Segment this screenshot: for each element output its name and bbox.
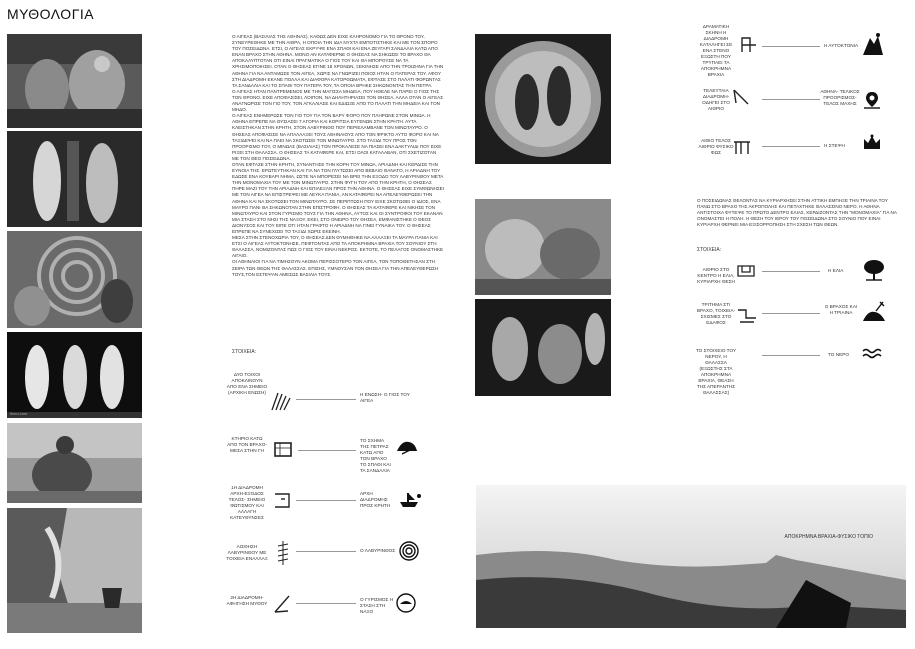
photo-vase-painting [7,332,142,418]
element-meaning: Η ΑΥΤΟΚΤΟΝΙΑ [824,43,859,48]
connector-line [762,313,820,314]
connector-line [296,399,356,400]
element-meaning: Ο ΛΑΒΥΡΙΝΘΟΣ [360,548,396,553]
element-meaning: ΤΟ ΣΧΗΜΑ ΤΗΣ ΠΕΤΡΑΣ ΚΑΤΩ ΑΠΟ ΤΟΝ ΒΡΑΧΟ ΤΟ ΣΠΑΘΙ ΚΑΙ ΤΑ ΣΑΝΔΑΛΙΑ [360,438,391,473]
right-elements-heading: ΣΤΟΙΧΕΙΑ: [697,247,722,253]
rock-trench-sketch [736,306,758,324]
element-meaning: Η ΕΛΙΑ [828,268,844,273]
element-meaning: Η ΣΤΕΨΗ [824,143,845,148]
water-waves-icon [862,348,882,360]
element-description: 1Η ΔΙΑΔΡΟΜΗ ΑΡΧΗ-ΕΞΟΔΟΣ ΤΕΛΟΣ- ΣΗΜΕΙΟ ΦΩΤΙΣΜΟΥ ΚΑΙ ΑΛΛΑΓΗ ΚΑΤΕΥΘΥΝΣΕΣ [228,485,266,520]
element-description: 2Η ΔΙΑΔΡΟΜΗ- ΑΦΗΓΗΣΗ ΜΥΘΟΥ [226,595,268,606]
story-paragraph: Ο ΑΙΓΕΑΣ ΕΝΗΜΕΡΩΣΕ ΤΟΝ ΓΙΟ ΤΟΥ ΓΙΑ ΤΟΝ ΒΑΡΥ ΦΟΡΟ ΠΟΥ ΠΛΗΡΩΝΕ ΣΤΟΝ ΜΙΝΩΑ. Η ΑΘΗΝΑ ΕΠΡΕΠΕ ΝΑ ΘΥΣΙΑΣΕΙ 7 ΑΓΟΡΙΑ ΚΑΙ ΚΟΡΙΤΣΙΑ ΕΥΓΕΝΩΝ ΣΤΗΝ ΚΡΗΤΗ. ΑΥΤΑ ΚΛΕΙΣΤΗΚΑΝ ΣΤΗΝ ΚΡΗΤΗ, ΣΤΟΝ ΛΑΒΥΡΙΝΘΟ ΠΟΥ ΠΕΡΙΕΛΑΜΒΑΝΕ ΤΟΝ ΜΙΝΩΤΑΥΡΟ. Ο ΘΗΣΕΑΣ ΑΠΟΦΑΣΙΣΕ ΝΑ ΑΠΑΛΛΑΞΕΙ ΤΟΥΣ ΑΘΗΝΑΙΟΥΣ ΑΠΟ ΤΟΝ ΦΡΙΚΤΟ ΑΥΤΟ ΦΟΡΟ ΚΑΙ ΝΑ ΤΑΞΙΔΕΨΕΙ ΚΑΙ ΝΑ ΠΑΕΙ ΝΑ ΣΚΟΤΩΣΕΙ ΤΟΝ ΜΙΝΩΤΑΥΡΟ. ΣΤΟ ΤΑΞΙΔΙ ΤΟΥ ΠΡΟΣ ΤΟΝ ΠΡΟΟΡΙΣΜΟ ΤΟΥ, Ο ΜΙΝΩΑΣ (ΒΑΣΙΛΙΑΣ) ΤΟΝ ΠΡΟΚΑΛΕΣΕ ΝΑ ΠΙΑΣΕΙ ΕΝΑ ΔΑΚΤΥΛΙΔΙ ΠΟΥ ΕΙΧΕ ΡΙΞΕΙ ΣΤΗ ΘΑΛΑΣΣΑ. Ο ΘΗΣΕΑΣ ΤΑ ΚΑΤΑΦΕΡΕ ΚΑΙ, ΕΤΣΙ ΟΛΟΙ ΚΑΤΑΛΑΒΑΝ, ΟΤΙ ΣΧΕΤΙΖΟΤΑΝ ΜΕ ΤΟΝ ΘΕΟ ΠΟΣΕΙΔΩΝΑ. [232,113,442,161]
photo-watermark: theoi.com [10,411,28,416]
photo-painting-figures [7,131,142,227]
element-description: ΔΥΟ ΤΟΙΧΟΙ ΑΠΟΚΛΙΝΟΥΝ ΑΠΟ ΕΝΑ ΣΗΜΕΙΟ (ΑΡΧΙΚΗ ΕΝΩΣΗ) [226,372,268,395]
story-paragraph: ΟΤΑΝ ΕΦΤΑΣΕ ΣΤΗΝ ΚΡΗΤΗ, ΣΥΝΑΝΤΗΣΕ ΤΗΝ ΚΟΡΗ ΤΟΥ ΜΙΝΩΑ, ΑΡΙΑΔΝΗ ΚΑΙ ΚΕΡΔΙΣΕ ΤΗΝ ΕΥΝΟΙΑ ΤΗΣ. ΕΡΩΤΕΥΤΗΚΑΝ ΚΑΙ ΓΙΑ ΝΑ ΤΟΝ ΓΛΥΤΩΣΕΙ ΑΠΟ ΒΕΒΑΙΟ ΘΑΝΑΤΟ, Η ΑΡΙΑΔΝΗ ΤΟΥ ΕΔΩΣΕ ΕΝΑ ΚΟΥΒΑΡΙ ΝΗΜΑ, ΩΣΤΕ ΝΑ ΜΠΟΡΕΣΕΙ ΝΑ ΒΡΕΙ ΤΗΝ ΕΞΟΔΟ ΤΟΥ ΛΑΒΥΡΙΝΘΟΥ ΜΕΤΑ ΤΗΝ ΜΟΝΟΜΑΧΙΑ ΤΟΥ ΜΕ ΤΟΝ ΜΙΝΩΤΑΥΡΟ. ΣΤΗΝ ΦΥΓΗ ΤΟΥ ΑΠΟ ΤΗΝ ΚΡΗΤΗ, Ο ΘΗΣΕΑΣ ΠΗΡΕ ΜΑΖΙ ΤΟΥ ΤΗΝ ΑΡΙΑΔΝΗ ΚΑΙ ΕΠΙΛΕΞΑΝ ΠΡΟΣ ΤΗΝ ΑΘΗΝΑ. Ο ΘΗΣΕΑΣ ΕΙΧΕ ΣΥΜΦΩΝΗΣΕΙ ΜΕ ΤΟΝ ΑΙΓΕΑ ΝΑ ΕΠΙΣΤΡΕΨΕΙ ΜΕ ΛΕΥΚΑ ΠΑΝΙΑ, ΑΝ ΚΑΤΑΦΕΡΕΙ ΝΑ ΑΠΕΛΕΥΘΕΡΩΣΕΙ ΤΗΝ ΑΘΗΝΑ ΚΑΙ ΝΑ ΣΚΟΤΩΣΕΙ ΤΟΝ ΜΙΝΩΤΑΥΡΟ. ΣΕ ΠΕΡΙΠΤΩΣΗ ΠΟΥ ΕΙΧΕ ΣΚΟΤΩΘΕΙ Ο ΙΔΙΟΣ, ΕΝΑ ΜΑΥΡΟ ΠΑΝΙ ΘΑ ΣΗΚΩΝΟΤΑΝ ΣΤΗΝ ΕΠΙΣΤΡΟΦΗ. Ο ΘΗΣΕΑΣ ΤΑ ΚΑΤΑΦΕΡΕ ΚΑΙ ΝΙΚΗΣΕ ΤΟΝ ΜΙΝΩΤΑΥΡΟ ΚΑΙ ΣΤΟΝ ΓΥΡΙΣΜΟ ΤΟΥΣ ΓΙΑ ΤΗΝ ΑΘΗΝΑ, ΑΥΤΟΣ ΚΑΙ ΟΙ ΣΥΝΤΡΟΦΟΙ ΤΟΥ ΕΚΑΝΑΝ ΜΙΑ ΣΤΑΣΗ ΣΤΟ ΝΗΣΙ ΤΗΣ ΝΑΞΟΥ. ΕΚΕΙ, ΣΤΟ ΟΝΕΙΡΟ ΤΟΥ ΘΗΣΕΑ, ΕΜΦΑΝΙΣΤΗΚΕ Ο ΘΕΟΣ ΔΙΟΝΥΣΟΣ ΚΑΙ ΤΟΥ ΕΙΠΕ ΟΤΙ ΗΤΑΝ ΓΡΑΦΤΟ Η ΑΡΙΑΔΝΗ ΝΑ ΓΙΝΕΙ ΓΥΝΑΙΚΑ ΤΟΥ. Ο ΘΗΣΕΑΣ ΕΠΡΕΠΕ ΝΑ ΣΥΝΕΧΙΣΕΙ ΤΟ ΤΑΞΙΔΙ ΧΩΡΙΣ ΕΚΕΙΝΗ. [232,161,445,234]
photo-ariadne-sculpture [7,423,142,503]
island-icon [394,592,418,614]
narrative-route-sketch [272,594,292,614]
labyrinth-walls-sketch [275,540,291,566]
atrium-sketch [732,140,752,156]
landscape-caption: ΑΠΟΚΡΗΜΝΑ ΒΡΑΧΙΑ-ΦΥΣΙΚΟ ΤΟΠΙΟ [784,534,873,540]
element-meaning: ΤΟ ΝΕΡΟ [828,352,850,357]
narrow-balcony-sketch [740,36,758,54]
connector-line [762,146,820,147]
element-description: ΤΡΙΤΗΜΑ ΣΤΙ ΒΡΑΧΟ, ΤΟΙΧΕΙΑ- ΣΧΙΣΜΕΣ ΣΤΟ ΕΔΑΦΟΣ [696,302,736,325]
photo-relief-fresco [475,199,611,295]
story-paragraph: Ο ΑΙΓΕΑΣ (ΒΑΣΙΛΙΑΣ ΤΗΣ ΑΘΗΝΑΣ), ΚΑΘΩΣ ΔΕΝ ΕΙΧΕ ΚΛΗΡΟΝΟΜΟ ΓΙΑ ΤΟ ΘΡΟΝΟ ΤΟΥ, ΣΥΝΕΥΡΕΘΗΚΕ ΜΕ ΤΗΝ ΑΙΘΡΑ, Η ΟΠΟΙΑ ΤΗΝ ΙΔΙΑ ΝΥΧΤΑ ΕΜΠΟΤΙΣΤΗΚΕ ΚΑΙ ΜΕ ΤΟΝ ΣΠΟΡΟ ΤΟΥ ΠΟΣΕΙΔΩΝΑ. ΕΤΣΙ, Ο ΑΙΓΕΑΣ ΕΚΡΥΨΕ ΕΝΑ ΣΠΑΘΙ ΚΑΙ ΕΝΑ ΖΕΥΓΑΡΙ ΣΑΝΔΑΛΙΑ ΚΑΤΩ ΑΠΟ ΕΝΑΝ ΒΡΑΧΟ ΣΤΗΝ ΑΘΗΝΑ. ΜΟΝΟ ΑΝ ΚΑΤΑΦΕΡΝΕ Ο ΘΗΣΕΑΣ ΝΑ ΣΗΚΩΣΕΙ ΤΟ ΒΡΑΧΟ ΘΑ ΑΠΟΚΑΛΥΠΤΟΤΑΝ ΟΤΙ ΕΙΝΑΙ ΠΡΑΓΜΑΤΙΚΑ Ο ΓΙΟΣ ΤΟΥ ΚΑΙ ΘΑ ΜΠΟΡΟΥΣΕ ΝΑ ΤΑ ΧΡΗΣΙΜΟΠΟΙΗΣΕΙ. ΟΤΑΝ Ο ΘΗΣΕΑΣ ΕΓΙΝΕ 16 ΧΡΟΝΩΝ, ΞΕΚΙΝΗΣΕ ΑΠΟ ΤΗΝ ΤΡΟΙΖΗΝΑ ΓΙΑ ΤΗΝ ΑΘΗΝΑ ΓΙΑ ΝΑ ΑΝΤΑΜΩΣΕ ΤΟΝ ΑΙΓΕΑ, ΧΩΡΙΣ ΝΑ ΓΝΩΡΙΖΕΙ ΠΟΙΟΣ ΗΤΑΝ Ο ΠΑΤΕΡΑΣ ΤΟΥ. ΑΦΟΥ ΣΤΗ ΔΙΑΔΡΟΜΗ ΕΚΑΝΕ ΠΟΛΛΑ ΚΑΙ ΔΙΑΦΟΡΑ ΚΑΤΟΡΘΩΜΑΤΑ, ΕΦΤΑΣΕ ΣΤΟ ΠΑΛΑΤΙ ΦΟΡΩΝΤΑΣ ΤΑ ΣΑΝΔΑΛΙΑ ΚΑΙ ΤΟ ΣΠΑΘΙ ΤΟΥ ΠΑΤΕΡΑ ΤΟΥ, ΤΑ ΟΠΟΙΑ ΒΡΗΚΕ ΣΗΚΩΝΟΝΤΑΣ ΤΗΝ ΠΕΤΡΑ. [232,34,444,88]
connector-line [762,46,820,47]
photo-labyrinth-painting [7,231,142,328]
photo-cliff-landscape [476,485,906,628]
diverging-walls-sketch [270,390,292,412]
photo-painting-aegeus [7,34,142,128]
element-meaning: Ο ΒΡΑΧΟΣ ΚΑΙ Η ΤΡΙΑΙΝΑ [824,304,858,315]
trident-rock-icon [862,300,886,322]
element-description: ΔΡΑΜΑΤΙΚΗ ΣΚΗΝΗ Η ΔΙΑΔΡΟΜΗ ΚΑΤΑΛΗΓΕΙ ΣΕ ΕΝΑ ΣΤΕΝΟ ΕΞΩΣΤΗ ΠΟΥ ΤΡΥΠΑΕΙ ΤΑ ΑΠΟΚΡΗΜΝΑ ΒΡΑΧΙΑ [699,24,733,77]
element-meaning: ΑΘΗΝΑ- ΤΕΛΙΚΟΣ ΠΡΟΟΡΙΣΜΟΣ- ΤΕΛΟΣ ΜΑΧΗΣ [820,89,860,106]
labyrinth-icon [398,540,420,562]
element-description: ΑΙΣΘΗΣΗ ΛΑΒΥΡΙΝΘΟΥ ΜΕ ΤΟΙΧΕΙΑ ΕΝΑΛΛΑΞ [226,544,268,561]
story-paragraph: ΜΕΣΑ ΣΤΗΝ ΣΤΕΝΟΧΩΡΙΑ ΤΟΥ, Ο ΘΗΣΕΑΣ ΔΕΝ ΘΥΜΗΘΗΚΕ ΝΑ ΑΛΛΑΞΕΙ ΤΑ ΜΑΥΡΑ ΠΑΝΙΑ ΚΑΙ ΕΤΣΙ Ο ΑΙΓΕΑΣ ΑΥΤΟΚΤΟΝΗΣΕ, ΠΕΦΤΟΝΤΑΣ ΑΠΟ ΤΑ ΑΠΟΚΡΗΜΝΑ ΒΡΑΧΙΑ ΤΟΥ ΣΟΥΝΙΟΥ ΣΤΗ ΘΑΛΑΣΣΑ, ΝΟΜΙΖΟΝΤΑΣ ΠΩΣ Ο ΓΙΟΣ ΤΟΥ ΕΙΝΑΙ ΝΕΚΡΟΣ. ΕΚΤΟΤΕ, ΤΟ ΠΕΛΑΓΟΣ ΟΝΟΜΑΣΤΗΚΕ ΑΙΓΑΙΟ. [232,235,444,259]
connector-line [762,99,820,100]
story-paragraph: Ο ΑΙΓΕΑΣ ΗΤΑΝ ΠΑΝΤΡΕΜΕΝΟΣ ΜΕ ΤΗΝ ΜΑΓΙΣΣΑ ΜΗΔΕΙΑ, ΠΟΥ ΗΘΕΛΕ ΝΑ ΠΑΡΕΙ Ο ΓΙΟΣ ΤΗΣ ΤΟΝ ΘΡΟΝΟ. ΕΙΧΕ ΑΠΟΦΑΣΙΣΕΙ, ΛΟΙΠΟΝ, ΝΑ ΔΗΛΗΤΗΡΙΑΣΕΙ ΤΟΝ ΘΗΣΕΑ. ΑΛΛΑ ΟΤΑΝ Ο ΑΙΓΕΑΣ ΑΝΑΓΝΩΡΙΣΕ ΤΟΝ ΓΙΟ ΤΟΥ, ΤΟΝ ΑΓΚΑΛΙΑΣΕ ΚΑΙ ΕΔΙΩΞΕ ΑΠΟ ΤΟ ΠΑΛΑΤΙ ΤΗΝ ΜΗΔΕΙΑ ΚΑΙ ΤΟΝ ΜΗΔΟ. [232,88,444,113]
connector-line [762,271,820,272]
story-paragraph: ΟΙ ΑΘΗΝΑΙΟΙ ΓΙΑ ΝΑ ΤΙΜΗΣΟΥΝ ΑΚΟΜΑ ΠΕΡΙΣΣΟΤΕΡΟ ΤΟΝ ΑΙΓΕΑ, ΤΟΝ ΤΟΠΟΘΕΤΗΣΑΝ ΣΤΗ ΣΕΙΡΑ ΤΩΝ ΘΕΩΝ ΤΗΣ ΘΑΛΑΣΣΑΣ. ΕΠΙΣΗΣ, ΥΜΝΟΥΣΑΝ ΤΟΝ ΘΗΣΕΑ ΓΙΑ ΤΗΝ ΑΠΕΛΕΥΘΕΡΩΣΗ ΤΟΥΣ,ΤΟΝ ΕΣΤΕΨΑΝ ΑΜΕΣΩΣ ΒΑΣΙΛΙΑ ΤΟΥΣ. [232,259,439,277]
element-meaning: Ο ΓΥΡΙΣΜΟΣ Η ΣΤΑΣΗ ΣΤΗ ΝΑΞΟ [360,597,394,614]
connector-line [296,603,356,604]
myth-story-text [232,34,444,278]
connector-line [296,551,356,552]
final-route-sketch [732,88,750,106]
connector-line [762,355,820,356]
element-description: ΚΤΗΡΙΟ ΚΑΤΩ ΑΠΟ ΤΟΝ ΒΡΑΧΟ-ΜΕΣΑ ΣΤΗΝ ΓΗ [227,436,267,453]
poseidon-text: Ο ΠΟΣΕΙΔΩΝΑΣ ΘΕΛΟΝΤΑΣ ΝΑ ΚΥΡΙΑΡΧΗΣΕΙ ΣΤΗΝ ΑΤΤΙΚΗ ΕΜΠΗΞΕ ΤΗΝ ΤΡΙΑΙΝΑ ΤΟΥ ΠΑΝΩ ΣΤΟ ΒΡΑΧΟ ΤΗΣ ΑΚΡΟΠΟΛΗΣ ΚΑΙ ΠΕΤΑΧΤΗΚΕ ΘΑΛΑΣΣΙΝΟ ΝΕΡΟ. Η ΑΘΗΝΑ ΑΝΤΙΣΤΟΙΧΑ ΦΥΤΕΨΕ ΤΟ ΠΡΩΤΟ ΔΕΝΤΡΟ ΕΛΙΑΣ, ΚΕΡΔΙΖΟΝΤΑΣ ΤΗΝ "ΜΟΝΟΜΑΧΙΑ" ΓΙΑ ΝΑ ΟΝΟΜΑΣΤΕΙ Η ΠΟΛΗ. Η ΘΕΣΗ ΤΟΥ ΙΕΡΟΥ ΤΟΥ ΠΟΣΕΙΔΩΝΑ ΣΤΟ ΣΟΥΝΙΟ ΠΟΥ ΕΙΝΑΙ ΚΥΡΙΑΡΧΗ ΦΕΡΝΕΙ ΜΙΑ ΕΞΙΣΟΡΡΟΠΗΣΗ ΣΤΗ ΣΧΕΣΗ ΤΩΝ ΘΕΩΝ. [697,198,897,228]
connector-line [296,500,356,501]
elements-heading: ΣΤΟΙΧΕΙΑ: [232,349,257,355]
olive-tree-icon [862,258,886,282]
route-start-sketch [272,490,292,510]
crown-icon [862,134,882,152]
connector-line [298,450,356,451]
ship-icon [398,491,422,509]
element-description: ΑΙΘΙΟ ΤΕΛΟΣ ΑΙΘΡΙΟ ΦΥΣΙΚΟ ΦΩΣ [698,138,734,155]
building-under-rock-sketch [272,440,294,460]
photo-aegeus-cliff [7,508,142,633]
central-atrium-sketch [736,262,756,278]
element-description: ΤΟ ΣΤΟΙΧΕΙΟ ΤΟΥ ΝΕΡΟΥ, Η ΘΑΛΑΣΣΑ (ΕΞΩΣΤΗΣ ΣΤΑ ΑΠΟΚΡΗΜΝΑ ΒΡΑΧΙΑ, ΘΕΑΣΗ ΤΗΣ ΑΠΕΡΑΝΤΗΣ ΘΑΛΑΣΣΑΣ) [695,348,737,395]
element-meaning: Η ΕΝΩΣΗ- Ο ΓΙΟΣ ΤΟΥ ΑΙΓΕΑ [360,392,410,403]
photo-red-figure-vase [475,299,611,396]
rock-sword-icon [396,436,418,456]
photo-vase-tondo [475,34,611,164]
element-description: ΤΕΛΕΥΤΑΙΑ ΔΙΑΔΡΟΜΗ- ΟΔΗΓΕΙ ΣΤΟ ΑΙΘΡΙΟ [702,88,730,111]
location-icon [862,90,882,110]
page-title: ΜΥΘΟΛΟΓΙΑ [7,6,95,22]
element-description: ΑΙΘΡΙΟ ΣΤΟ ΚΕΝΤΡΟ Η ΕΛΙΑ, ΚΥΡΙΑΡΧΗ ΘΕΣΗ [697,267,735,284]
element-meaning: ΑΡΧΗ ΔΙΑΔΡΟΜΗΣ ΠΡΟΣ ΚΡΗΤΗ [360,491,391,508]
cliff-fall-icon [862,32,884,56]
